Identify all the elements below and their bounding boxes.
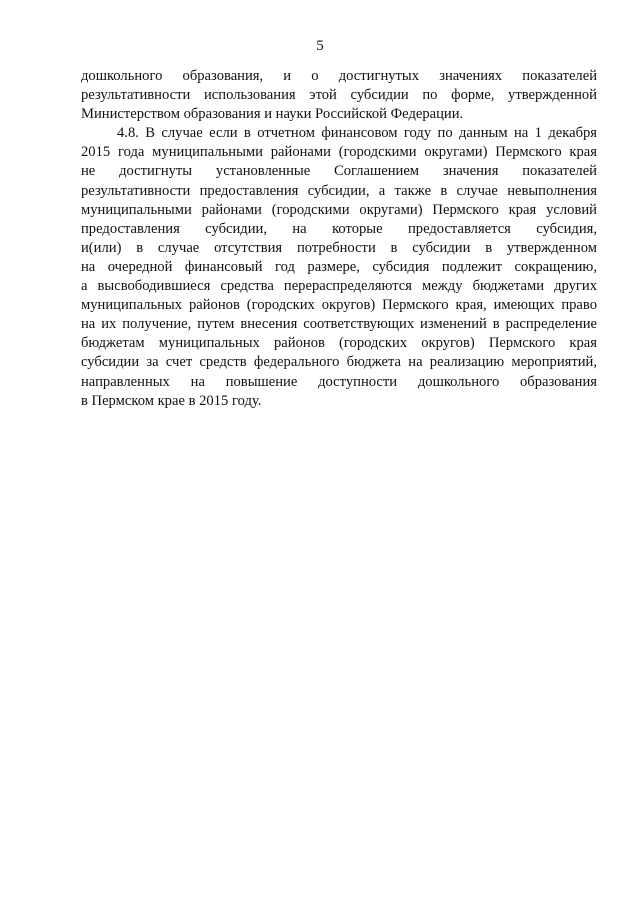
- text-line: не достигнуты установленные Соглашением значения показателей: [81, 163, 597, 180]
- text-line: и(или) в случае отсутствия потребности в субсидии в утвержденном: [81, 239, 597, 256]
- paragraph-clause-4-8: [81, 124, 597, 410]
- text-line: дошкольного образования, и о достигнутых значениях показателей: [81, 68, 597, 84]
- text-line: Министерством образования и науки Российской Федерации.: [81, 106, 464, 123]
- text-line: муниципальными районами (городскими округами) Пермского края условий: [81, 201, 597, 218]
- text-line: в Пермском крае в 2015 году.: [81, 392, 262, 409]
- text-line: результативности предоставления субсидии, а также в случае невыполнения: [81, 182, 597, 199]
- text-line: направленных на повышение доступности дошкольного образования: [81, 373, 597, 390]
- paragraph-continuation: [81, 67, 597, 124]
- text-line: на очередной финансовый год размере, субсидия подлежит сокращению,: [81, 258, 597, 275]
- text-line: субсидии за счет средств федерального бюджета на реализацию мероприятий,: [81, 354, 597, 371]
- text-line: предоставления субсидии, на которые предоставляется субсидия,: [81, 220, 597, 237]
- text-line: 2015 года муниципальными районами (городскими округами) Пермского края: [81, 144, 597, 161]
- text-line: результативности использования этой субсидии по форме, утвержденной: [81, 87, 597, 104]
- document-body: [81, 67, 597, 411]
- text-line: муниципальных районов (городских округов) Пермского края, имеющих право: [81, 297, 597, 314]
- page-number: 5: [316, 38, 324, 54]
- text-line: бюджетам муниципальных районов (городских округов) Пермского края: [81, 335, 597, 352]
- text-line: а высвободившиеся средства перераспределяются между бюджетами других: [81, 278, 597, 295]
- text-line: 4.8. В случае если в отчетном финансовом году по данным на 1 декабря: [117, 125, 597, 142]
- text-line: на их получение, путем внесения соответствующих изменений в распределение: [81, 316, 597, 333]
